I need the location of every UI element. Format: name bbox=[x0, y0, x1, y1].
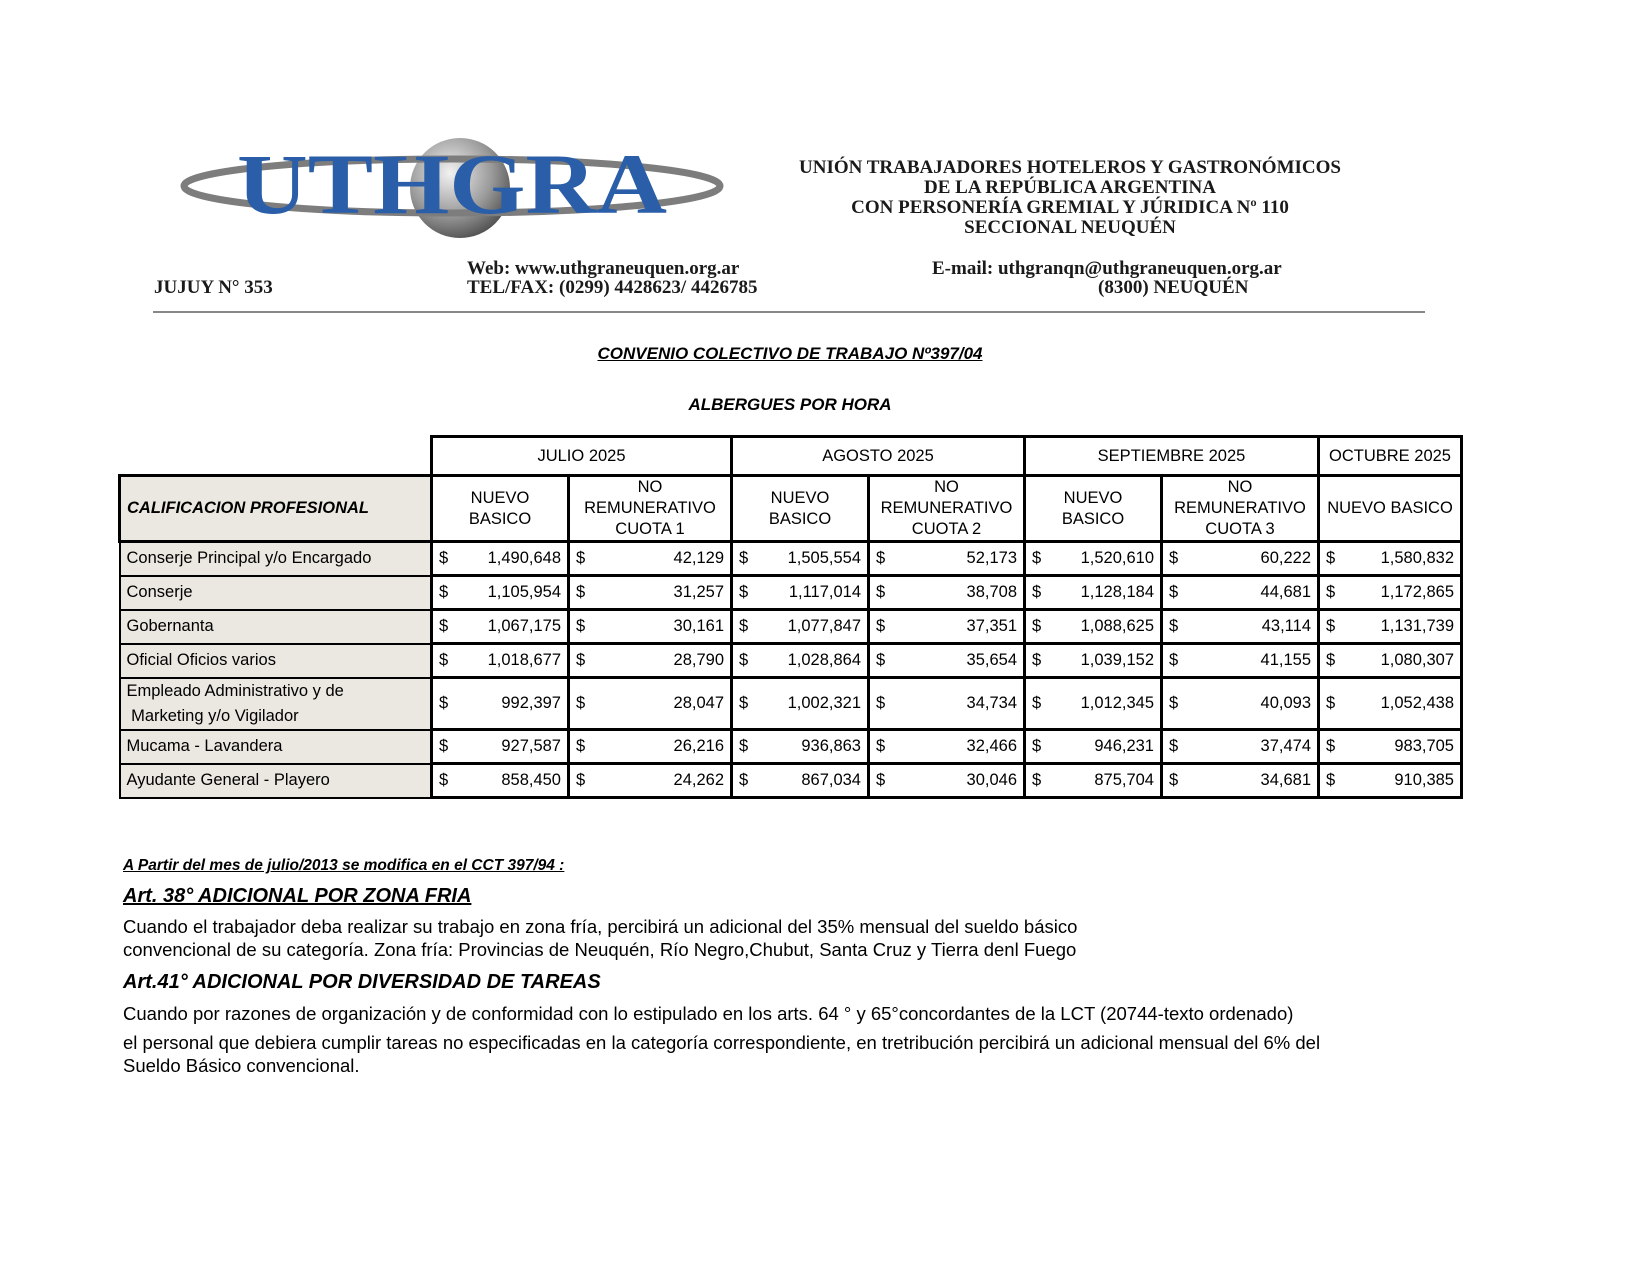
currency-symbol: $ bbox=[876, 583, 886, 601]
organization-name: UNIÓN TRABAJADORES HOTELEROS Y GASTRONÓMICOS DE LA REPÚBLICA ARGENTINA CON PERSONERÍA GREMIAL Y JÚRIDICA Nº 110 SECCIONAL NEUQUÉN bbox=[799, 157, 1341, 238]
amount-cell bbox=[732, 764, 869, 798]
art38-title: Art. 38° ADICIONAL POR ZONA FRIA bbox=[123, 885, 472, 907]
currency-symbol: $ bbox=[1032, 617, 1042, 635]
amount-cell bbox=[432, 764, 569, 798]
table-row bbox=[120, 678, 1462, 730]
amount-cell bbox=[569, 730, 732, 764]
category-label: Gobernanta bbox=[120, 610, 432, 644]
currency-symbol: $ bbox=[1032, 549, 1042, 567]
currency-symbol: $ bbox=[1326, 737, 1336, 755]
nuevo-basico-header: NUEVO BASICO bbox=[1025, 476, 1162, 542]
amount-cell bbox=[569, 764, 732, 798]
amount-cell bbox=[569, 576, 732, 610]
currency-symbol: $ bbox=[739, 694, 749, 712]
amount-cell bbox=[1319, 576, 1462, 610]
amount-cell bbox=[1162, 610, 1319, 644]
currency-symbol: $ bbox=[439, 651, 449, 669]
amount-cell bbox=[432, 576, 569, 610]
art41-text-2: el personal que debiera cumplir tareas no especificadas en la categoría correspondiente, en tretribución percibirá un adicional mensual del 6% del Sueldo Básico convencional. bbox=[123, 1032, 1321, 1076]
amount-cell bbox=[569, 542, 732, 576]
category-label: Conserje bbox=[120, 576, 432, 610]
amount-value: 38,708 bbox=[966, 583, 1017, 601]
month-julio: JULIO 2025 bbox=[432, 437, 732, 476]
table-row bbox=[120, 542, 1462, 576]
amount-cell bbox=[869, 644, 1025, 678]
amount-cell bbox=[569, 678, 732, 730]
amount-cell bbox=[432, 542, 569, 576]
amount-value: 37,351 bbox=[966, 617, 1017, 635]
art38-text: Cuando el trabajador deba realizar su trabajo en zona fría, percibirá un adicional del 35% mensual del sueldo básico convencional de su categoría. Zona fría: Provincias de Neuquén, Río Negro,Chubut, Santa Cruz y Tierra denl Fuego bbox=[123, 916, 1078, 960]
currency-symbol: $ bbox=[876, 617, 886, 635]
amount-cell bbox=[869, 542, 1025, 576]
amount-value: 30,161 bbox=[673, 617, 724, 635]
amount-cell bbox=[1162, 542, 1319, 576]
amount-value: 992,397 bbox=[501, 694, 561, 712]
currency-symbol: $ bbox=[1032, 651, 1042, 669]
amount-value: 936,863 bbox=[801, 737, 861, 755]
currency-symbol: $ bbox=[576, 737, 586, 755]
currency-symbol: $ bbox=[439, 617, 449, 635]
amount-cell bbox=[1319, 644, 1462, 678]
amount-value: 1,012,345 bbox=[1080, 694, 1154, 712]
amount-value: 24,262 bbox=[673, 771, 724, 789]
currency-symbol: $ bbox=[739, 617, 749, 635]
amount-cell bbox=[1319, 678, 1462, 730]
currency-symbol: $ bbox=[876, 694, 886, 712]
amount-value: 1,088,625 bbox=[1080, 617, 1154, 635]
category-label: Empleado Administrativo y de Marketing y/o Vigilador bbox=[120, 678, 432, 730]
no-remunerativo-header: NO REMUNERATIVO CUOTA 3 bbox=[1162, 476, 1319, 542]
amount-cell bbox=[569, 610, 732, 644]
art41-title: Art.41° ADICIONAL POR DIVERSIDAD DE TAREAS bbox=[123, 971, 601, 993]
amount-cell bbox=[1025, 764, 1162, 798]
currency-symbol: $ bbox=[576, 617, 586, 635]
amount-value: 946,231 bbox=[1094, 737, 1154, 755]
amount-value: 910,385 bbox=[1394, 771, 1454, 789]
currency-symbol: $ bbox=[439, 737, 449, 755]
amount-value: 867,034 bbox=[801, 771, 861, 789]
amount-cell bbox=[869, 576, 1025, 610]
amount-value: 40,093 bbox=[1260, 694, 1311, 712]
table-row bbox=[120, 644, 1462, 678]
amount-cell bbox=[732, 730, 869, 764]
currency-symbol: $ bbox=[1326, 549, 1336, 567]
currency-symbol: $ bbox=[1326, 694, 1336, 712]
month-agosto: AGOSTO 2025 bbox=[732, 437, 1025, 476]
amount-value: 30,046 bbox=[966, 771, 1017, 789]
currency-symbol: $ bbox=[439, 549, 449, 567]
currency-symbol: $ bbox=[439, 694, 449, 712]
currency-symbol: $ bbox=[876, 549, 886, 567]
currency-symbol: $ bbox=[1032, 694, 1042, 712]
amount-cell bbox=[569, 644, 732, 678]
no-remunerativo-header: NO REMUNERATIVO CUOTA 2 bbox=[869, 476, 1025, 542]
amount-cell bbox=[869, 764, 1025, 798]
website: Web: www.uthgraneuquen.org.ar bbox=[467, 258, 740, 279]
table-row bbox=[120, 730, 1462, 764]
currency-symbol: $ bbox=[739, 651, 749, 669]
amount-value: 1,117,014 bbox=[788, 583, 861, 601]
amount-value: 31,257 bbox=[673, 583, 724, 601]
amount-value: 28,047 bbox=[673, 694, 724, 712]
amount-cell bbox=[1319, 542, 1462, 576]
amount-value: 26,216 bbox=[673, 737, 724, 755]
amount-cell bbox=[1319, 730, 1462, 764]
art41-text-1: Cuando por razones de organización y de conformidad con lo estipulado en los arts. 64 ° y 65°concordantes de la LCT (20744-texto ordenado) bbox=[123, 1003, 1294, 1024]
amount-value: 1,490,648 bbox=[487, 549, 561, 567]
amount-cell bbox=[1025, 542, 1162, 576]
amount-value: 1,105,954 bbox=[487, 583, 561, 601]
currency-symbol: $ bbox=[576, 549, 586, 567]
amount-value: 1,002,321 bbox=[787, 694, 861, 712]
amount-value: 1,505,554 bbox=[787, 549, 861, 567]
amount-cell bbox=[1025, 576, 1162, 610]
amount-cell bbox=[732, 678, 869, 730]
currency-symbol: $ bbox=[439, 583, 449, 601]
amount-value: 1,077,847 bbox=[787, 617, 861, 635]
amount-value: 32,466 bbox=[966, 737, 1017, 755]
amount-cell bbox=[1162, 678, 1319, 730]
currency-symbol: $ bbox=[1326, 651, 1336, 669]
currency-symbol: $ bbox=[876, 771, 886, 789]
category-label: Mucama - Lavandera bbox=[120, 730, 432, 764]
city: (8300) NEUQUÉN bbox=[1098, 277, 1249, 298]
amount-value: 35,654 bbox=[966, 651, 1017, 669]
amount-value: 37,474 bbox=[1260, 737, 1311, 755]
currency-symbol: $ bbox=[576, 694, 586, 712]
amount-cell bbox=[732, 576, 869, 610]
amount-cell bbox=[1025, 610, 1162, 644]
amount-cell bbox=[732, 542, 869, 576]
nuevo-basico-header: NUEVO BASICO bbox=[1319, 476, 1462, 542]
amount-cell bbox=[1319, 610, 1462, 644]
amount-cell bbox=[432, 678, 569, 730]
amount-value: 927,587 bbox=[501, 737, 561, 755]
amount-cell bbox=[1162, 644, 1319, 678]
amount-value: 1,067,175 bbox=[487, 617, 561, 635]
amount-value: 1,018,677 bbox=[487, 651, 561, 669]
amount-cell bbox=[1319, 764, 1462, 798]
amount-cell bbox=[732, 610, 869, 644]
amount-cell bbox=[1025, 730, 1162, 764]
amount-value: 1,052,438 bbox=[1380, 694, 1454, 712]
currency-symbol: $ bbox=[1032, 771, 1042, 789]
amount-value: 34,681 bbox=[1260, 771, 1311, 789]
salary-table bbox=[118, 435, 1463, 799]
table-row bbox=[120, 764, 1462, 798]
amount-cell bbox=[869, 610, 1025, 644]
amount-cell bbox=[1162, 764, 1319, 798]
amount-value: 1,520,610 bbox=[1080, 549, 1154, 567]
amount-value: 1,039,152 bbox=[1080, 651, 1154, 669]
amount-value: 1,128,184 bbox=[1080, 583, 1154, 601]
table-row bbox=[120, 576, 1462, 610]
currency-symbol: $ bbox=[1169, 694, 1179, 712]
category-label: Ayudante General - Playero bbox=[120, 764, 432, 798]
amount-value: 52,173 bbox=[966, 549, 1017, 567]
telephone: TEL/FAX: (0299) 4428623/ 4426785 bbox=[467, 277, 758, 298]
currency-symbol: $ bbox=[739, 549, 749, 567]
amount-value: 858,450 bbox=[501, 771, 561, 789]
salary-rows bbox=[120, 542, 1462, 798]
amount-cell bbox=[1025, 644, 1162, 678]
amount-cell bbox=[432, 610, 569, 644]
amount-cell bbox=[869, 730, 1025, 764]
amount-value: 44,681 bbox=[1260, 583, 1311, 601]
calificacion-header: CALIFICACION PROFESIONAL bbox=[120, 476, 432, 542]
currency-symbol: $ bbox=[576, 651, 586, 669]
amount-value: 1,580,832 bbox=[1380, 549, 1454, 567]
currency-symbol: $ bbox=[739, 771, 749, 789]
amount-cell bbox=[869, 678, 1025, 730]
nuevo-basico-header: NUEVO BASICO bbox=[732, 476, 869, 542]
svg-text:UTHGRA: UTHGRA bbox=[237, 138, 667, 232]
month-septiembre: SEPTIEMBRE 2025 bbox=[1025, 437, 1319, 476]
currency-symbol: $ bbox=[1032, 737, 1042, 755]
month-octubre: OCTUBRE 2025 bbox=[1319, 437, 1462, 476]
amount-value: 875,704 bbox=[1094, 771, 1154, 789]
header-divider bbox=[153, 311, 1425, 313]
currency-symbol: $ bbox=[1169, 651, 1179, 669]
amount-value: 34,734 bbox=[966, 694, 1017, 712]
currency-symbol: $ bbox=[1326, 771, 1336, 789]
category-label: Conserje Principal y/o Encargado bbox=[120, 542, 432, 576]
amount-cell bbox=[432, 644, 569, 678]
email: E-mail: uthgranqn@uthgraneuquen.org.ar bbox=[932, 258, 1282, 279]
amount-value: 1,028,864 bbox=[787, 651, 861, 669]
month-header-row bbox=[120, 437, 1462, 476]
amount-cell bbox=[1025, 678, 1162, 730]
amount-value: 1,080,307 bbox=[1380, 651, 1454, 669]
nuevo-basico-header: NUEVO BASICO bbox=[432, 476, 569, 542]
section-title: ALBERGUES POR HORA bbox=[688, 395, 892, 414]
amount-cell bbox=[732, 644, 869, 678]
currency-symbol: $ bbox=[1032, 583, 1042, 601]
currency-symbol: $ bbox=[576, 771, 586, 789]
amount-cell bbox=[432, 730, 569, 764]
no-remunerativo-header: NO REMUNERATIVO CUOTA 1 bbox=[569, 476, 732, 542]
amount-value: 42,129 bbox=[673, 549, 724, 567]
currency-symbol: $ bbox=[1326, 617, 1336, 635]
currency-symbol: $ bbox=[739, 737, 749, 755]
amount-value: 983,705 bbox=[1394, 737, 1454, 755]
currency-symbol: $ bbox=[1169, 583, 1179, 601]
currency-symbol: $ bbox=[1169, 771, 1179, 789]
amount-value: 43,114 bbox=[1261, 617, 1311, 635]
amount-value: 60,222 bbox=[1260, 549, 1311, 567]
currency-symbol: $ bbox=[739, 583, 749, 601]
amount-cell bbox=[1162, 730, 1319, 764]
currency-symbol: $ bbox=[876, 737, 886, 755]
document-title: CONVENIO COLECTIVO DE TRABAJO Nº397/04 bbox=[597, 344, 983, 363]
amount-cell bbox=[1162, 576, 1319, 610]
currency-symbol: $ bbox=[1169, 737, 1179, 755]
currency-symbol: $ bbox=[439, 771, 449, 789]
amount-value: 1,131,739 bbox=[1380, 617, 1454, 635]
column-header-row bbox=[120, 476, 1462, 542]
currency-symbol: $ bbox=[876, 651, 886, 669]
amount-value: 41,155 bbox=[1260, 651, 1311, 669]
amount-value: 28,790 bbox=[673, 651, 724, 669]
note-intro: A Partir del mes de julio/2013 se modifica en el CCT 397/94 : bbox=[123, 857, 565, 874]
uthgra-logo bbox=[180, 138, 725, 238]
amount-value: 1,172,865 bbox=[1380, 583, 1454, 601]
currency-symbol: $ bbox=[1326, 583, 1336, 601]
table-row bbox=[120, 610, 1462, 644]
category-label: Oficial Oficios varios bbox=[120, 644, 432, 678]
currency-symbol: $ bbox=[576, 583, 586, 601]
currency-symbol: $ bbox=[1169, 617, 1179, 635]
address: JUJUY N° 353 bbox=[154, 277, 273, 298]
currency-symbol: $ bbox=[1169, 549, 1179, 567]
